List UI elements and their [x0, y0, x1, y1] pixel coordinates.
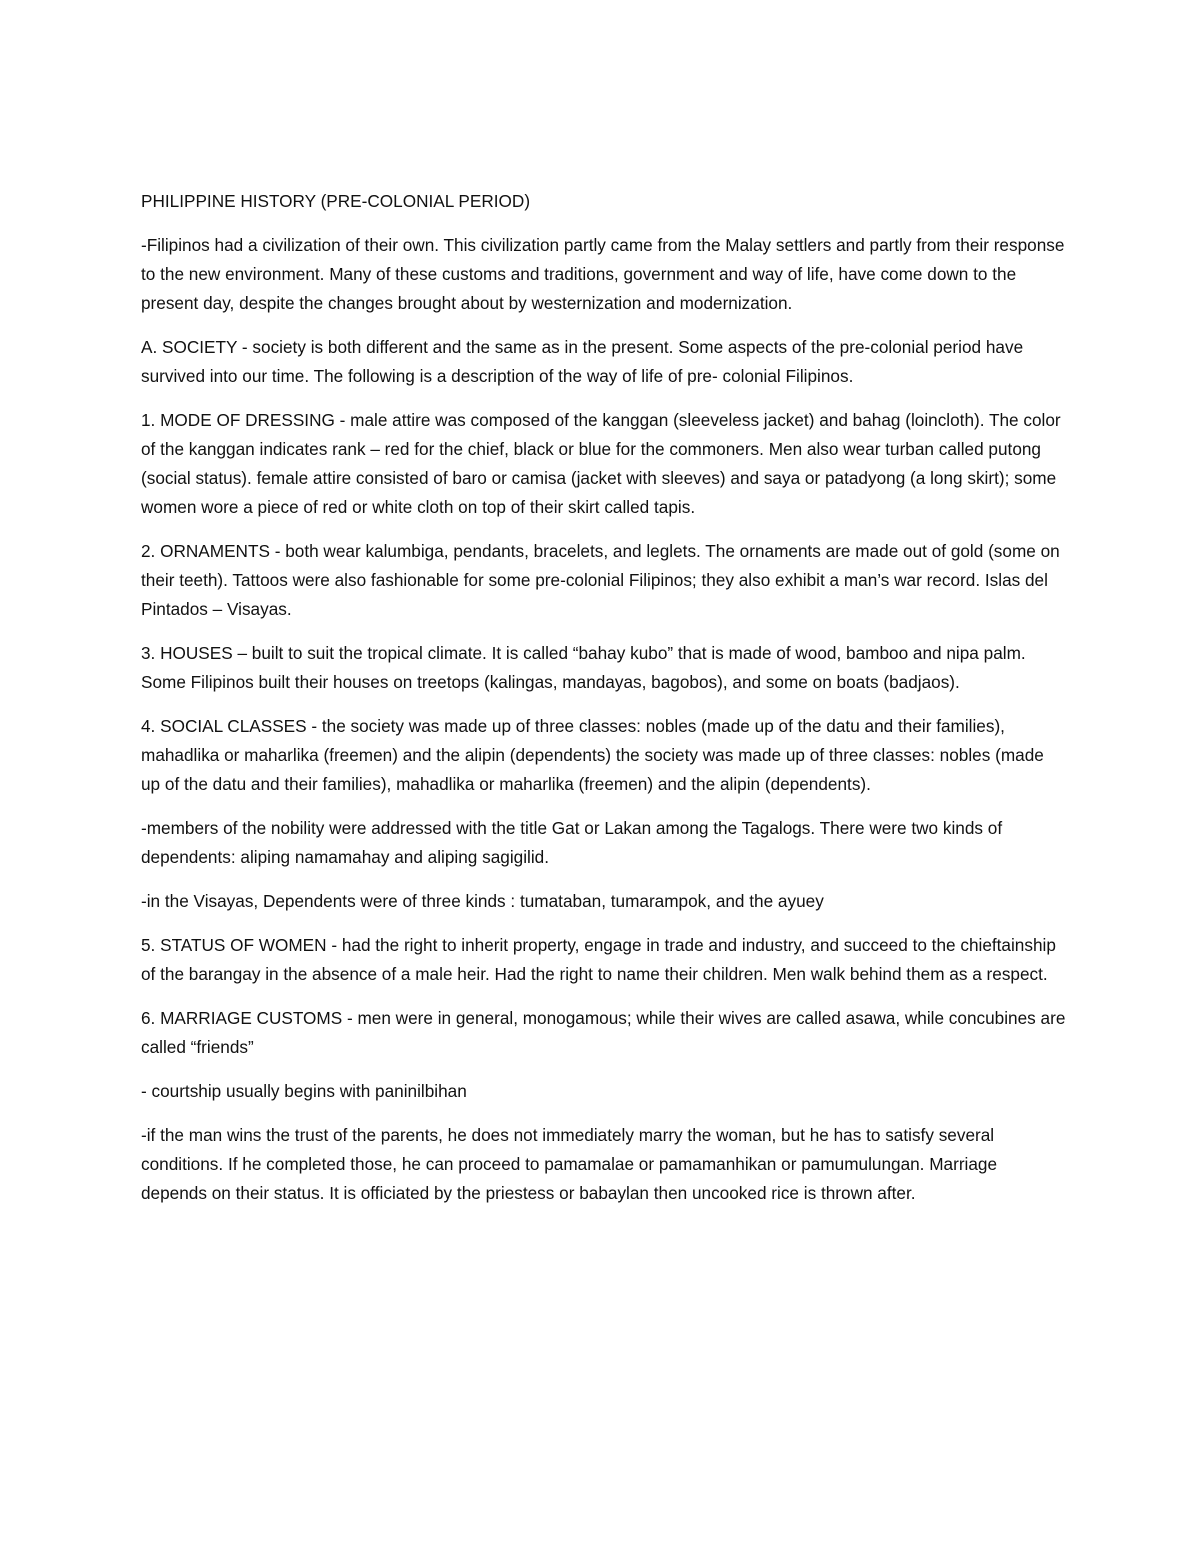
paragraph-nobility: -members of the nobility were addressed with the title Gat or Lakan among the Tagalogs. There were two kinds of dependents: aliping namamahay and aliping sagigilid. [141, 818, 1003, 867]
paragraph-houses: 3. HOUSES – built to suit the tropical climate. It is called “bahay kubo” that is made of wood, bamboo and nipa palm. Some Filipinos built their houses on treetops (kalingas, mandayas, bagobos), and some on boats (badjaos). [141, 643, 1026, 692]
paragraph-status-of-women: 5. STATUS OF WOMEN - had the right to inherit property, engage in trade and industry, and succeed to the chieftainship of the barangay in the absence of a male heir. Had the right to name their children. Men walk behind them as a respect. [141, 935, 1056, 984]
paragraph-ornaments: 2. ORNAMENTS - both wear kalumbiga, pendants, bracelets, and leglets. The ornaments are made out of gold (some on their teeth). Tattoos were also fashionable for some pre-colonial Filipinos; they also exhibit a man’s war record. Islas del Pintados – Visayas. [141, 541, 1060, 619]
document-body [141, 187, 1066, 1223]
paragraph-marriage-customs: 6. MARRIAGE CUSTOMS - men were in general, monogamous; while their wives are called asawa, while concubines are called “friends” [141, 1008, 1066, 1057]
paragraph-mode-of-dressing: 1. MODE OF DRESSING - male attire was composed of the kanggan (sleeveless jacket) and bahag (loincloth). The color of the kanggan indicates rank – red for the chief, black or blue for the commoners. Men also wear turban called putong (social status). female attire consisted of baro or camisa (jacket with sleeves) and saya or patadyong (a long skirt); some women wore a piece of red or white cloth on top of their skirt called tapis. [141, 410, 1061, 517]
document-title: PHILIPPINE HISTORY (PRE-COLONIAL PERIOD) [141, 191, 531, 211]
paragraph-society: A. SOCIETY - society is both different and the same as in the present. Some aspects of the pre-colonial period have survived into our time. The following is a description of the way of life of pre- colonial Filipinos. [141, 337, 1024, 386]
paragraph-marriage-conditions: -if the man wins the trust of the parents, he does not immediately marry the woman, but he has to satisfy several conditions. If he completed those, he can proceed to pamamalae or pamamanhikan or pamumulungan. Marriage depends on their status. It is officiated by the priestess or babaylan then uncooked rice is thrown after. [141, 1125, 998, 1203]
paragraph-social-classes: 4. SOCIAL CLASSES - the society was made up of three classes: nobles (made up of the datu and their families), mahadlika or maharlika (freemen) and the alipin (dependents) the society was made up of three classes: nobles (made up of the datu and their families), mahadlika or maharlika (freemen) and the alipin (dependents). [141, 716, 1044, 794]
paragraph-intro: -Filipinos had a civilization of their own. This civilization partly came from the Malay settlers and partly from their response to the new environment. Many of these customs and traditions, government and way of life, have come down to the present day, despite the changes brought about by westernization and modernization. [141, 235, 1065, 313]
paragraph-visayas-dependents: -in the Visayas, Dependents were of three kinds : tumataban, tumarampok, and the ayuey [141, 891, 824, 911]
paragraph-courtship: - courtship usually begins with paninilbihan [141, 1081, 467, 1101]
